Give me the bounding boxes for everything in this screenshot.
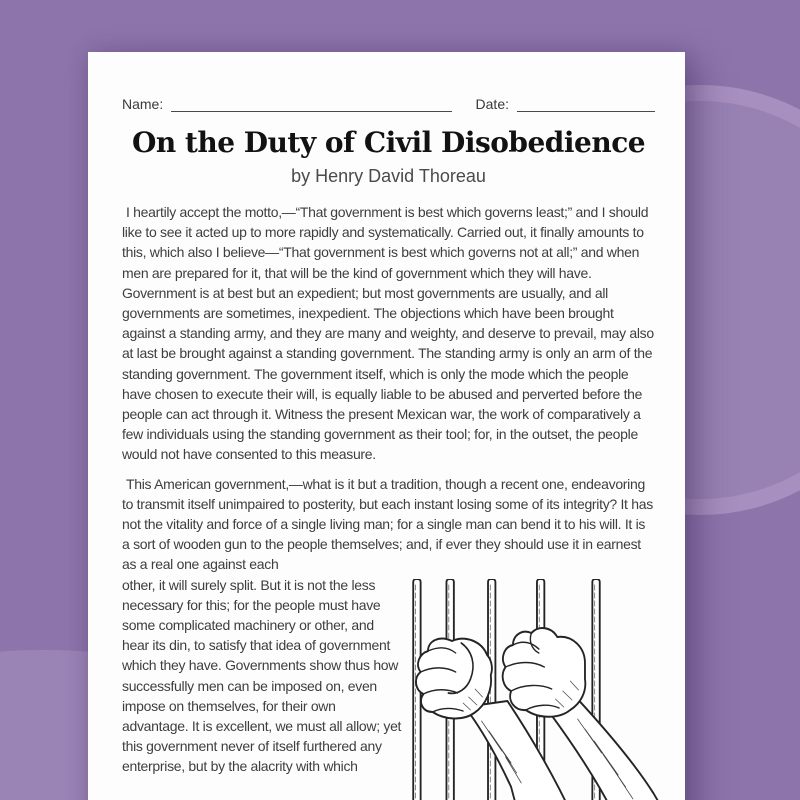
hands-gripping-prison-bars-icon [404, 579, 681, 800]
paragraph-2-intro: This American government,—what is it but a tradition, though a recent one, endeavoring to transmit itself unimpaired to posterity, but each instant losing some of its integrity? It has not the vitality and force of a single living man; for a single man can bend it to his will. It is a sort of wooden gun to the people themselves; and, if ever they should use it in earnest as a real one against each [122, 475, 653, 573]
page-content [88, 52, 685, 800]
text-and-illustration-row [122, 575, 655, 800]
date-label: Date: [475, 96, 509, 112]
paragraph-1: I heartily accept the motto,—“That government is best which governs least;” and I should like to see it acted up to more rapidly and systematically. Carried out, it finally amounts to this, which also I believe—“That government is best which governs not at all;” and when men are prepared for it, that will be the kind of government which they will have. Government is at best but an expedient; but most governments are usually, and all governments are sometimes, inexpedient. The objections which have been brought against a standing army, and they are many and weighty, and deserve to prevail, may also at last be brought against a standing government. The standing army is only an arm of the standing government. The government itself, which is only the mode which the people have chosen to execute their will, is equally liable to be abused and perverted before the people can act through it. Witness the present Mexican war, the work of comparatively a few individuals using the standing government as their tool; for, in the outset, the people would not have consented to this measure. [122, 204, 654, 463]
paragraph-2-continued: other, it will surely split. But it is not the less necessary for this; for the people must have some complicated machinery or other, and hear its din, to satisfy that idea of government which they have. Governments show thus how successfully men can be imposed on, even impose on themselves, for their own advantage. It is excellent, we must all allow; yet this government never of itself furthered any enterprise, but by the alacrity with which [122, 576, 402, 775]
name-blank-line [171, 95, 451, 112]
illustration-container [404, 579, 681, 800]
name-date-row [122, 92, 655, 112]
author-byline: by Henry David Thoreau [291, 166, 486, 186]
date-blank-line [517, 95, 655, 112]
page-title: On the Duty of Civil Disobedience [131, 126, 646, 159]
worksheet-page [88, 52, 685, 800]
name-label: Name: [122, 96, 164, 112]
